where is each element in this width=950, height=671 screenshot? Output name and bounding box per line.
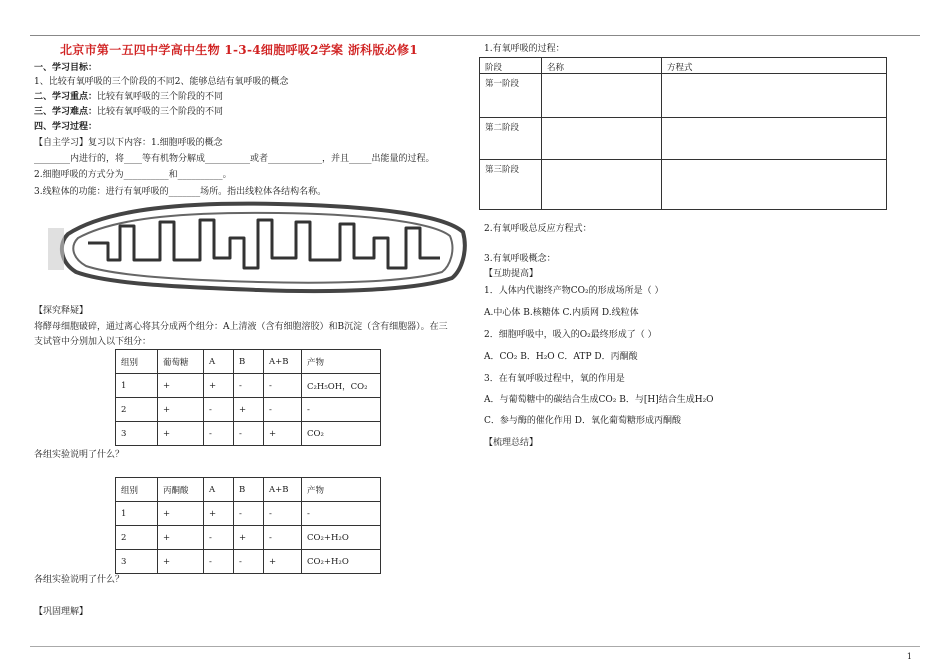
table-row: [116, 526, 381, 550]
table-cell: 3: [116, 422, 158, 446]
key-points: [34, 91, 223, 103]
table-header-row: [480, 58, 887, 74]
table-cell[interactable]: [542, 160, 662, 210]
header-rule: [30, 35, 920, 36]
table-cell[interactable]: [542, 74, 662, 118]
table-row: [480, 118, 887, 160]
definition-blanks: ________内进行的，将____等有机物分解成__________或者____________，并且_____出能量的过程。: [34, 154, 435, 164]
experiment-table-pyruvate: [115, 477, 381, 574]
table-cell: +: [158, 374, 204, 398]
table-cell: +: [234, 398, 264, 422]
table-cell[interactable]: [662, 118, 887, 160]
explore-text-1: 将酵母细胞破碎，通过离心将其分成两个组分：A上清液（含有细胞溶胶）和B沉淀（含有细胞器）。在三: [34, 322, 448, 332]
table-cell: -: [234, 550, 264, 574]
table-cell: 第三阶段: [480, 160, 542, 210]
table-cell: -: [204, 550, 234, 574]
table-cell: 1: [116, 374, 158, 398]
key-points-text: 比较有氧呼吸的三个阶段的不同: [97, 92, 224, 102]
table-cell: -: [234, 374, 264, 398]
table-cell: +: [158, 502, 204, 526]
table-cell: CO₂+H₂O: [302, 526, 381, 550]
footer-rule: [30, 646, 920, 647]
table-header-cell: 组别: [116, 478, 158, 502]
table-header-cell: 阶段: [480, 58, 542, 74]
mcq-2-options: A．CO₂ B．H₂O C．ATP D．丙酮酸: [484, 352, 638, 362]
question-ask-1: 各组实验说明了什么？: [34, 450, 125, 460]
table-cell: -: [264, 526, 302, 550]
table-cell: CO₂+H₂O: [302, 550, 381, 574]
key-points-label: 二、学习重点：: [34, 92, 98, 102]
table-header-row: [116, 478, 381, 502]
table-cell: 3: [116, 550, 158, 574]
page-number: 1: [906, 652, 912, 661]
table-header-cell: A: [204, 350, 234, 374]
summary-heading: 【梳理总结】: [484, 438, 539, 448]
table-cell: -: [264, 502, 302, 526]
table-cell: -: [302, 398, 381, 422]
table-cell: 第一阶段: [480, 74, 542, 118]
mcq-3-options-cd: C．参与酶的催化作用 D．氧化葡萄糖形成丙酮酸: [484, 416, 681, 426]
table-cell: +: [264, 422, 302, 446]
table-header-cell: 丙酮酸: [158, 478, 204, 502]
table-cell: -: [264, 374, 302, 398]
table-cell: -: [204, 422, 234, 446]
mcq-1-options: A.中心体 B.核糖体 C.内质网 D.线粒体: [484, 308, 639, 318]
table-row: [116, 398, 381, 422]
mcq-3-options-ab: A．与葡萄糖中的碳结合生成CO₂ B．与[H]结合生成H₂O: [484, 395, 714, 405]
table-header-cell: 产物: [302, 350, 381, 374]
table-cell: +: [158, 550, 204, 574]
self-study-heading: 【自主学习】复习以下内容：1.细胞呼吸的概念: [34, 138, 223, 148]
experiment-table-glucose: [115, 349, 381, 446]
table-row: [116, 422, 381, 446]
section-process-heading: 四、学习过程：: [34, 122, 98, 132]
table-cell: 1: [116, 502, 158, 526]
table-row: [116, 550, 381, 574]
table-row: [480, 160, 887, 210]
mcq-3-question: 3．在有氧呼吸过程中，氧的作用是: [484, 374, 625, 384]
table-cell: +: [204, 374, 234, 398]
table-header-cell: 产物: [302, 478, 381, 502]
total-equation-prompt: 2.有氧呼吸总反应方程式：: [484, 224, 592, 234]
table-cell: +: [158, 398, 204, 422]
table-cell: C₂H₅OH，CO₂: [302, 374, 381, 398]
mitochondrion-diagram: [48, 198, 472, 296]
table-header-cell: A+B: [264, 478, 302, 502]
table-cell: +: [204, 502, 234, 526]
table-cell: +: [264, 550, 302, 574]
table-header-cell: 名称: [542, 58, 662, 74]
mutual-heading: 【互助提高】: [484, 269, 539, 279]
mcq-2-question: 2．细胞呼吸中，吸入的O₂最终形成了（ ）: [484, 330, 657, 340]
table-header-cell: A: [204, 478, 234, 502]
explore-heading: 【探究释疑】: [34, 306, 89, 316]
goals-text: 1、比较有氧呼吸的三个阶段的不同2、能够总结有氧呼吸的概念: [34, 77, 289, 87]
table-row: [116, 374, 381, 398]
explore-text-2: 支试管中分别加入以下组分：: [34, 337, 152, 347]
table-header-cell: 组别: [116, 350, 158, 374]
page-title: 北京市第一五四中学高中生物 1-3-4细胞呼吸2学案 浙科版必修1: [60, 43, 418, 57]
section-goals-heading: 一、学习目标：: [34, 63, 98, 73]
aerobic-stages-table: [479, 57, 887, 210]
question-ask-2: 各组实验说明了什么？: [34, 575, 125, 585]
table-header-cell: A+B: [264, 350, 302, 374]
table-cell: 2: [116, 526, 158, 550]
table-cell: -: [204, 526, 234, 550]
table-row: [480, 74, 887, 118]
table-header-cell: B: [234, 478, 264, 502]
table-cell: -: [302, 502, 381, 526]
table-cell: +: [234, 526, 264, 550]
mitochondria-function: 3.线粒体的功能：进行有氧呼吸的_______场所。指出线粒体各结构名称。: [34, 187, 327, 197]
aerobic-concept-prompt: 3.有氧呼吸概念：: [484, 254, 556, 264]
table-header-cell: B: [234, 350, 264, 374]
respiration-types: 2.细胞呼吸的方式分为__________和__________。: [34, 170, 232, 180]
table-cell[interactable]: [542, 118, 662, 160]
consolidate-heading: 【巩固理解】: [34, 607, 89, 617]
table-cell: CO₂: [302, 422, 381, 446]
table-cell[interactable]: [662, 74, 887, 118]
difficulties: [34, 106, 223, 118]
difficulties-text: 比较有氧呼吸的三个阶段的不同: [97, 107, 224, 117]
aerobic-process-heading: 1.有氧呼吸的过程：: [484, 44, 565, 54]
table-cell: -: [264, 398, 302, 422]
table-cell: +: [158, 422, 204, 446]
table-header-row: [116, 350, 381, 374]
table-cell: 2: [116, 398, 158, 422]
table-cell: -: [234, 502, 264, 526]
table-row: [116, 502, 381, 526]
table-cell[interactable]: [662, 160, 887, 210]
table-cell: 第二阶段: [480, 118, 542, 160]
table-header-cell: 方程式: [662, 58, 887, 74]
table-header-cell: 葡萄糖: [158, 350, 204, 374]
table-cell: -: [204, 398, 234, 422]
table-cell: -: [234, 422, 264, 446]
difficulties-label: 三、学习难点：: [34, 107, 98, 117]
mcq-1-question: 1．人体内代谢终产物CO₂的形成场所是（ ）: [484, 286, 664, 296]
table-cell: +: [158, 526, 204, 550]
